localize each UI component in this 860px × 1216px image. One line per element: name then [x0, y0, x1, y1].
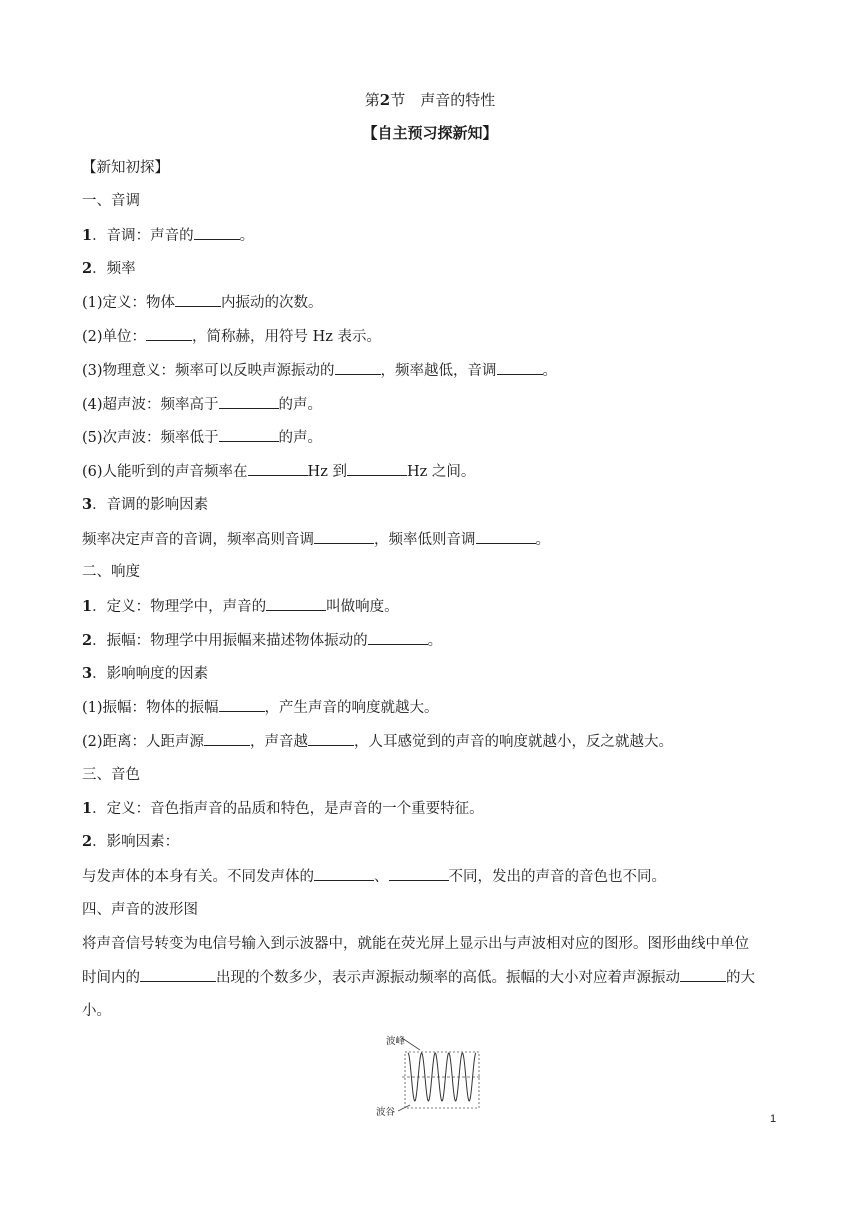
heading-waveform: 四、声音的波形图	[82, 902, 198, 918]
fill-blank	[146, 326, 192, 341]
fill-blank	[497, 360, 543, 375]
freq-def-line: (1)定义：物体 内振动的次数。	[82, 292, 323, 313]
amplitude-line: 2．振幅：物理学中用振幅来描述物体振动的 。	[82, 632, 443, 649]
timbre-factors-heading: 2．影响因素：	[82, 833, 180, 850]
waveform-para-line-1: 将声音信号转变为电信号输入到示波器中，就能在荧光屏上显示出与声波相对应的图形。图形曲线中单位	[82, 936, 749, 952]
fill-blank	[266, 596, 326, 611]
fill-blank	[175, 292, 221, 307]
distance-factor-line: (2)距离：人距声源 ，声音越 ，人耳感觉到的声音的响度就越小，反之就越大。	[82, 731, 673, 752]
waveform-frame	[405, 1052, 479, 1108]
fill-blank	[476, 529, 536, 544]
fill-blank	[219, 394, 279, 409]
pitch-factors-line: 频率决定声音的音调，频率高则音调 ，频率低则音调 。	[82, 529, 550, 550]
frequency-heading: 2．频率	[82, 260, 136, 277]
crest-label: 波峰	[386, 1036, 406, 1047]
fill-blank	[194, 225, 240, 240]
waveform-para-line-3: 小。	[82, 1003, 111, 1019]
fill-blank	[314, 529, 374, 544]
section-title: 第2节 声音的特性	[364, 91, 496, 109]
timbre-factors-line: 与发声体的本身有关。不同发声体的 、 不同，发出的声音的音色也不同。	[82, 866, 666, 887]
fill-blank	[308, 731, 354, 746]
fill-blank	[389, 866, 449, 881]
waveform-figure	[370, 1028, 490, 1118]
fill-blank	[368, 630, 428, 645]
fill-blank	[248, 461, 308, 476]
freq-unit-line: (2)单位： ，简称赫，用符号 Hz 表示。	[82, 326, 381, 347]
pitch-factors-heading: 3．音调的影响因素	[82, 496, 209, 513]
infrasound-line: (5)次声波：频率低于 的声。	[82, 427, 322, 448]
ultrasound-line: (4)超声波：频率高于 的声。	[82, 394, 322, 415]
heading-timbre: 三、音色	[82, 767, 140, 783]
fill-blank	[219, 697, 265, 712]
fill-blank	[335, 360, 381, 375]
amplitude-factor-line: (1)振幅：物体的振幅 ，产生声音的响度就越大。	[82, 697, 439, 718]
page-number: 1	[770, 1113, 777, 1125]
fill-blank	[347, 461, 407, 476]
heading-new-knowledge: 【新知初探】	[82, 160, 169, 176]
fill-blank	[314, 866, 374, 881]
section-subtitle: 【自主预习探新知】	[362, 124, 498, 142]
fill-blank	[680, 967, 726, 982]
heading-pitch: 一、音调	[82, 193, 140, 209]
fill-blank	[204, 731, 250, 746]
loudness-def-line: 1．定义：物理学中，声音的 叫做响度。	[82, 598, 399, 615]
pitch-def-line: 1．音调：声音的 。	[82, 227, 255, 244]
loudness-factors-heading: 3．影响响度的因素	[82, 665, 209, 682]
fill-blank	[219, 427, 279, 442]
timbre-def-line: 1．定义：音色指声音的品质和特色，是声音的一个重要特征。	[82, 800, 484, 817]
hearing-range-line: (6)人能听到的声音频率在 Hz 到 Hz 之间。	[82, 461, 475, 482]
waveform-para-line-2: 时间内的 出现的个数多少，表示声源振动频率的高低。振幅的大小对应着声源振动 的大	[82, 967, 755, 988]
heading-loudness: 二、响度	[82, 564, 140, 580]
trough-label: 波谷	[376, 1107, 396, 1118]
freq-meaning-line: (3)物理意义：频率可以反映声源振动的 ，频率越低，音调 。	[82, 360, 557, 381]
fill-blank	[140, 967, 216, 982]
